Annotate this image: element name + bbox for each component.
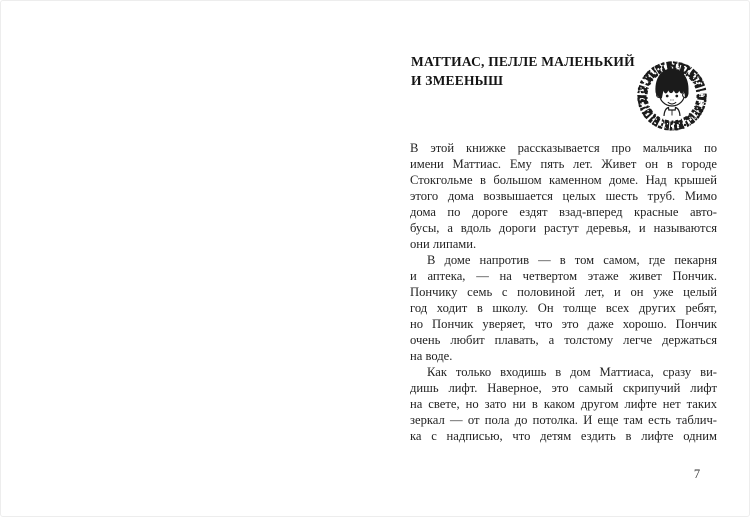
text-line: Пончику семь с половиной лет, и он уже целый	[410, 285, 717, 299]
chapter-title-line-1: МАТТИАС, ПЕЛЛЕ МАЛЕНЬКИЙ	[411, 54, 635, 69]
paragraph	[410, 252, 717, 364]
text-line: очень любит плавать, а толстому легче держаться	[410, 333, 717, 347]
text-line: Стокгольме в большом каменном доме. Над крышей	[410, 173, 717, 187]
child-portrait-in-wreath-icon	[631, 59, 713, 133]
body-text	[410, 140, 717, 444]
text-line: на свете, но зато ни в каком другом лифте нет таких	[410, 397, 717, 411]
text-line: ка с надписью, что детям ездить в лифте одним	[410, 429, 717, 443]
text-line: дишь лифт. Наверное, это самый скрипучий лифт	[410, 381, 717, 395]
text-line: Как только входишь в дом Маттиаса, сразу ви-	[427, 365, 717, 379]
paragraph	[410, 364, 717, 444]
text-line: В доме напротив — в том самом, где пекарня	[427, 253, 717, 267]
text-line: они липами.	[410, 237, 477, 251]
text-line: но Пончик уверяет, что это даже хорошо. Пончик	[410, 317, 717, 331]
text-line: дома по дороге ездят взад-вперед красные авто-	[410, 205, 717, 219]
paragraph	[410, 140, 717, 252]
text-line: имени Маттиас. Ему пять лет. Живет он в городе	[410, 157, 717, 171]
chapter-title-line-2: И ЗМЕЕНЫШ	[411, 73, 504, 88]
chapter-title	[411, 52, 651, 90]
text-line: год ходит в школу. Он толще всех других ребят,	[410, 301, 717, 315]
page-number: 7	[693, 467, 701, 481]
text-line: на воде.	[410, 349, 453, 363]
text-line: и аптека, — на четвертом этаже живет Пончик.	[410, 269, 717, 283]
text-line: бусы, а вдоль дороги растут деревья, и называются	[410, 221, 717, 235]
text-line: этого дома возвышается целых шесть труб. Мимо	[410, 189, 717, 203]
text-line: В этой книжке рассказывается про мальчика по	[410, 141, 717, 155]
text-line: зеркал — от пола до потолка. И еще там есть таблич-	[410, 413, 717, 427]
